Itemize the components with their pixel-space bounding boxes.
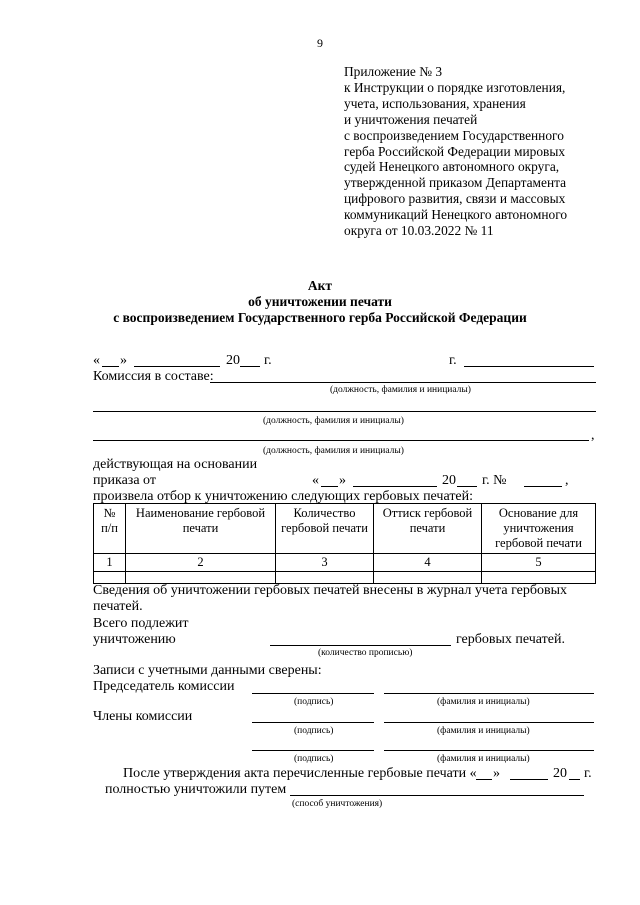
order-year-prefix: 20 <box>442 473 456 488</box>
member-1-signature-caption: (подпись) <box>294 726 334 736</box>
col-header-reason: Основание для уничтожения гербовой печати <box>482 504 596 554</box>
annex-line: герба Российской Федерации мировых <box>344 143 566 159</box>
col-number-cell: 1 <box>94 554 126 572</box>
order-year-field[interactable] <box>457 486 477 487</box>
seals-table <box>93 503 596 584</box>
document-title: Акт <box>307 278 333 293</box>
basis-line-1: действующая на основании <box>93 457 258 472</box>
chair-signature-field[interactable] <box>252 693 374 694</box>
order-day-field[interactable] <box>321 486 338 487</box>
col-header-impression: Оттиск гербовой печати <box>374 504 482 554</box>
total-line-1: Всего подлежит <box>93 616 189 631</box>
table-row[interactable] <box>94 572 596 584</box>
document-subtitle: об уничтожении печати <box>248 294 392 309</box>
table-cell[interactable] <box>94 572 126 584</box>
closing-day-field[interactable] <box>476 779 492 780</box>
commission-caption-1: (должность, фамилия и инициалы) <box>330 385 471 395</box>
col-number-cell: 4 <box>374 554 482 572</box>
col-number-cell: 2 <box>126 554 276 572</box>
commission-label: Комиссия в составе: <box>93 369 214 384</box>
total-caption: (количество прописью) <box>318 648 413 658</box>
order-open-quote: « <box>312 473 319 488</box>
col-number-cell: 5 <box>482 554 596 572</box>
date-close-quote: » <box>120 353 127 368</box>
order-month-field[interactable] <box>353 486 437 487</box>
member-1-name-field[interactable] <box>384 722 594 723</box>
total-line-2: уничтожению <box>93 632 176 647</box>
col-header-name: Наименование гербовой печати <box>126 504 276 554</box>
verification-title: Записи с учетными данными сверены: <box>93 663 322 678</box>
commission-comma: , <box>591 428 595 443</box>
col-header-number: № п/п <box>94 504 126 554</box>
page-number: 9 <box>317 36 323 50</box>
closing-close-quote: » <box>493 766 500 781</box>
order-number-field[interactable] <box>524 486 562 487</box>
closing-year-prefix: 20 <box>553 766 567 781</box>
chair-label: Председатель комиссии <box>93 679 235 694</box>
destruction-method-field[interactable] <box>290 795 584 796</box>
total-quantity-field[interactable] <box>270 645 451 646</box>
member-2-name-field[interactable] <box>384 750 594 751</box>
journal-line-1: Сведения об уничтожении гербовых печатей внесены в журнал учета гербовых <box>93 583 567 598</box>
basis-line-3: произвела отбор к уничтожению следующих гербовых печатей: <box>93 489 474 504</box>
date-year-suffix: г. <box>264 353 272 368</box>
annex-line: с воспроизведением Государственного <box>344 127 564 143</box>
date-year-field[interactable] <box>240 366 260 367</box>
commission-member-field-1[interactable] <box>210 382 596 383</box>
commission-member-field-3[interactable] <box>93 440 589 441</box>
annex-line: к Инструкции о порядке изготовления, <box>344 79 566 95</box>
annex-line: судей Ненецкого автономного округа, <box>344 159 560 175</box>
annex-line: коммуникаций Ненецкого автономного <box>344 207 568 223</box>
order-comma: , <box>565 473 569 488</box>
document-subtitle-2: с воспроизведением Государственного герба Российской Федерации <box>113 310 527 325</box>
commission-caption-3: (должность, фамилия и инициалы) <box>263 446 404 456</box>
annex-line: Приложение № 3 <box>344 64 443 79</box>
date-open-quote: « <box>93 353 100 368</box>
member-2-name-caption: (фамилия и инициалы) <box>437 754 530 764</box>
order-year-suffix: г. № <box>482 473 507 488</box>
closing-month-field[interactable] <box>510 779 548 780</box>
order-close-quote: » <box>339 473 346 488</box>
member-2-signature-caption: (подпись) <box>294 754 334 764</box>
member-1-signature-field[interactable] <box>252 722 374 723</box>
closing-year-suffix: г. <box>584 766 592 781</box>
destruction-method-caption: (способ уничтожения) <box>292 799 383 809</box>
annex-block <box>344 64 567 239</box>
closing-line-1-start: После утверждения акта перечисленные гербовые печати « <box>123 766 477 781</box>
commission-caption-2: (должность, фамилия и инициалы) <box>263 416 404 426</box>
commission-member-field-2[interactable] <box>93 411 596 412</box>
member-2-signature-field[interactable] <box>252 750 374 751</box>
date-month-field[interactable] <box>134 366 220 367</box>
journal-line-2: печатей. <box>93 599 143 614</box>
annex-line: округа от 10.03.2022 № 11 <box>344 223 494 239</box>
table-header-row <box>94 504 596 554</box>
table-cell[interactable] <box>374 572 482 584</box>
table-column-numbers-row <box>94 554 596 572</box>
date-year-prefix: 20 <box>226 353 240 368</box>
table-cell[interactable] <box>482 572 596 584</box>
city-field[interactable] <box>464 366 594 367</box>
closing-year-field[interactable] <box>569 779 580 780</box>
basis-line-2: приказа от <box>93 473 156 488</box>
closing-line-2: полностью уничтожили путем <box>105 782 287 797</box>
annex-line: цифрового развития, связи и массовых <box>344 191 566 207</box>
chair-name-field[interactable] <box>384 693 594 694</box>
members-label: Члены комиссии <box>93 709 193 724</box>
table-cell[interactable] <box>126 572 276 584</box>
col-header-quantity: Количество гербовой печати <box>276 504 374 554</box>
annex-line: и уничтожения печатей <box>344 111 478 127</box>
chair-signature-caption: (подпись) <box>294 697 334 707</box>
col-number-cell: 3 <box>276 554 374 572</box>
date-day-field[interactable] <box>102 366 119 367</box>
city-prefix: г. <box>449 353 457 368</box>
annex-line: утвержденной приказом Департамента <box>344 175 567 191</box>
table-cell[interactable] <box>276 572 374 584</box>
chair-name-caption: (фамилия и инициалы) <box>437 697 530 707</box>
total-suffix: гербовых печатей. <box>456 632 565 647</box>
member-1-name-caption: (фамилия и инициалы) <box>437 726 530 736</box>
annex-line: учета, использования, хранения <box>344 95 526 111</box>
